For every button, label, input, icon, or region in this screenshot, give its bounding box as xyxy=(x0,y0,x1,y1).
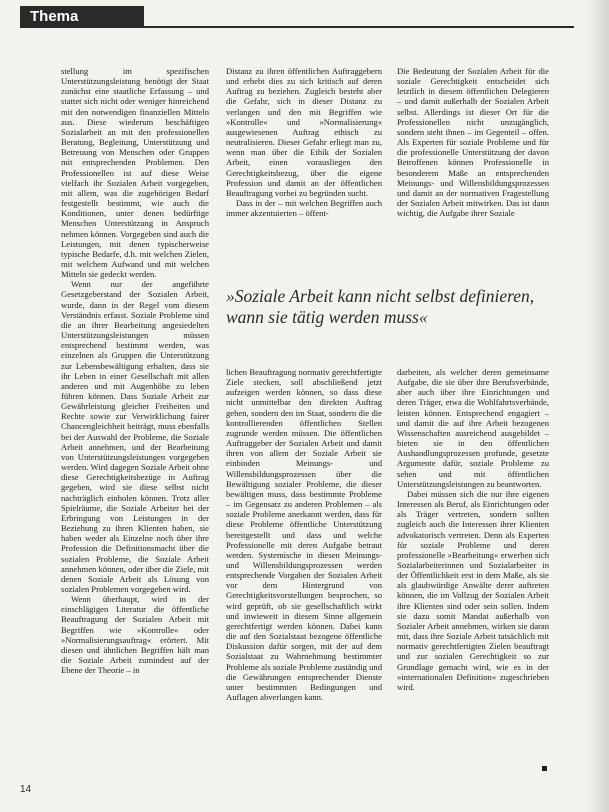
page-edge-shadow xyxy=(586,0,609,812)
text-column-3-bottom xyxy=(397,367,549,782)
pull-quote: »Soziale Arbeit kann nicht selbst definieren, wann sie tätig werden muss« xyxy=(226,286,535,327)
header-rule xyxy=(144,26,574,28)
section-label: Thema xyxy=(20,6,144,28)
page-header xyxy=(0,0,609,34)
end-of-article-mark xyxy=(542,766,547,771)
text-column-3-top xyxy=(397,66,549,270)
paragraph: Wenn nur der angeführte Gesetzgeberstand der Sozialen Arbeit, wurde, dann in der Regel vom diesem Verständnis erfasst. Soziale Probleme sind die an ihrer Bearbeitung angesiedelten Unterstützungsleistungen müssen entsprechend bestimmt werden, was einzelnen als Gruppen die Unterstützung zur Lebensbewältigung erhalten, dass sie ihr Leben in einer Gesellschaft mit allen anderen und mit Augenhöhe zu leben führen können. Dass Soziale Arbeit zur Gewährleistung gleicher Freiheiten und Rechte sowie zur Verwirklichung fairer Chancengleichheit beiträgt, muss ebenfalls bei der Auswahl der Probleme, die Soziale Arbeit annehmen, und der Bearbeitung von Unterstützungsleistungen vorgegeben werden. Wird dagegen Soziale Arbeit ohne diese Gerechtigkeitsbezüge in Auftrag gegeben, wird sie diese selbst nicht nachträglich einholen können. Trotz aller Spielräume, die Soziale Arbeiter bei der Erbringung von Leistungen in der Beziehung zu ihren Klienten haben, sie haben weder als Einzelne noch über ihre Profession die Definitionsmacht über die sozialen Probleme, die Soziale Arbeit annehmen können, oder über die Ziele, mit denen Soziale Arbeit als Lösung von sozialen Problemen vorgegeben wird. xyxy=(61,279,209,594)
text-column-2-top xyxy=(226,66,382,281)
paragraph: Distanz zu ihren öffentlichen Auftraggebern und erhebt dies zu sich kritisch auf deren Auftrag zu beziehen. Zugleich besteht aber die Gefahr, sich in dieser Distanz zu verlangen und den mit Begriffen wie »Kontrolle« und »Normalisierung« ausgewiesenen Auftrag ethisch zu neutralisieren. Dieser Gefahr erliegt man zu, wenn man über die Ethik der Sozialen Arbeit, einen vorausliegen den Gerechtigkeitsbezug, über die eigene Profession und damit an der öffentlichen Beauftragung vorbei zu begründen sucht. xyxy=(226,66,382,198)
paragraph: stellung im spezifischen Unterstützungsleistung benötigt der Staat zunächst eine staatliche Erfassung – und stattet sich nicht oder weniger hinreichend mit den notwendigen finanziellen Mitteln aus. Diese wiederum beschäftigen Sozialarbeit an mit den professionellen Beratung, Begleitung, Unterstützung und Betreuung von Menschen oder Gruppen mit entsprechenden Problemen. Den Professionellen ist auf diese Weise vielfach ihr Sozialen Arbeit vorgegeben, mit allem, was die zugehörigen Bedarf festgestellt bestimmt, wie auch die Konditionen, unter denen bedürftige Menschen Unterstützung in Anspruch nehmen können. Vorgegeben sind auch die Leistungen, mit denen typischerweise typische Bedarfe, d.h. mit welchen Zielen, mit welchem Aufwand und mit welchen Mitteln sie gedeckt werden. xyxy=(61,66,209,280)
paragraph: darbeiten, als welcher deren gemeinsame Aufgabe, die sie über ihre Berufsverbände, aber auch über ihre Einrichtungen und deren Träger, etwa die Wohlfahrtsverbände, leisten können. Entsprechend engagiert – und damit die auf ihre Arbeit bezogenen Wissenschaften ausreichend ausgebildet – bieten sie in den öffentlichen Aushandlungsprozessen profunde, gesetzte Argumente dafür, soziale Probleme zu sehen und mit öffentlichen Unterstützungsleistungen zu beantworten. xyxy=(397,367,549,489)
paragraph: Dass in der – mit welchen Begriffen auch immer akzentuierten – öffent- xyxy=(226,198,382,219)
page-number: 14 xyxy=(20,784,32,795)
paragraph: Die Bedeutung der Sozialen Arbeit für die soziale Gerechtigkeit entscheidet sich letztlich in diesem öffentlichen Delegieren – und damit außerhalb der Sozialen Arbeit selbst. Allerdings ist dieser Ort für die Professionellen nicht unzugänglich, sondern steht ihnen – im Gegenteil – offen. Als Experten für soziale Probleme und für die professionelle Unterstützung der davon Betroffenen können Professionelle in besonderem Maße an entsprechenden Meinungs- und Willensbildungsprozessen und damit an der normativen Fragestellung der Sozialen Arbeit mitwirken. Das ist dann wichtig, die Aufgabe ihrer Soziale xyxy=(397,66,549,219)
text-column-1 xyxy=(61,66,209,782)
text-column-2-bottom xyxy=(226,367,382,782)
paragraph: Wenn überhaupt, wird in der einschlägigen Literatur die öffentliche Beauftragung der Sozialen Arbeit mit Begriffen wie »Kontrolle« oder »Normalisierungsauftrag« erörtert. Mit diesen und ähnlichen Begriffen hält man die Soziale Arbeit zumindest auf der Ebene der Theorie – in xyxy=(61,594,209,676)
paragraph: Dabei müssen sich die nur ihre eigenen Interessen als Beruf, als Einrichtungen oder als Träger vertreten, sondern sollten zugleich auch die Interessen ihrer Klienten advokatorisch vertreten. Denn als Experten für soziale Probleme und deren professionelle »Bearbeitung« erwerben sich Sozialarbeiterinnen und Sozialarbeiter in der Öffentlichkeit erst in dem Maße, als sie als glaubwürdige Anwälte derer auftreten können, die im Vollzug der Sozialen Arbeit ihre Klienten sind oder sein sollen. Indem sie dazu somit Mandat außerhalb von Sozialer Arbeit annehmen, wirken sie daran mit, dass ihre Soziale Arbeit tatsächlich mit normativ gerechtfertigten Zielen beauftragt und zur sozialen Gerechtigkeit so zur Grundlage gemacht wird, wie es in der »internationalen Definition« zugeschrieben wird. xyxy=(397,488,549,692)
paragraph: lichen Beauftragung normativ gerechtfertigte Ziele stecken, soll abschließend jetzt aufzeigen werden können, so dass diese nicht unmittelbar den direkten Auftrag gehen, sondern den im Staat, sondern die die kontrollierenden öffentlichen Stellen zugrunde werden müssen. Die öffentlichen Auftraggeber der Sozialen Arbeit und damit ihren von allem der Soziale Arbeit sie einbinden Meinungs- und Willensbildungsprozessen über die Bewältigung sozialer Probleme, die dieser bewältigen muss, dass bestimmte Probleme – im Gegensatz zu anderen Problemen – als soziale Probleme anerkannt werden, dass für diese Probleme öffentliche Unterstützung bereitgestellt und dass und welche Professionelle mit deren Aufgabe betraut werden. Systemische in diesen Meinungs- und Willensbildungsprozessen werden entsprechende Vorgaben der Sozialen Arbeit vor dem Hintergrund von Gerechtigkeitsvorstellungen besprochen, so wird geprüft, ob sie gesellschaftlich wirkt und inwieweit in diesem Sinne allgemein gerechtfertigt werden können. Dabei kann die auf den Sozialstaat bezogene öffentliche Diskussion dafür sorgen, mit der auf dem Sozialstaat zu Wahrnehmung bestimmter Probleme als soziale Probleme zuständig und die Gewährungen entsprechender Dienste unter bestimmten Bedingungen und Auflagen abverlangen kann. xyxy=(226,367,382,702)
